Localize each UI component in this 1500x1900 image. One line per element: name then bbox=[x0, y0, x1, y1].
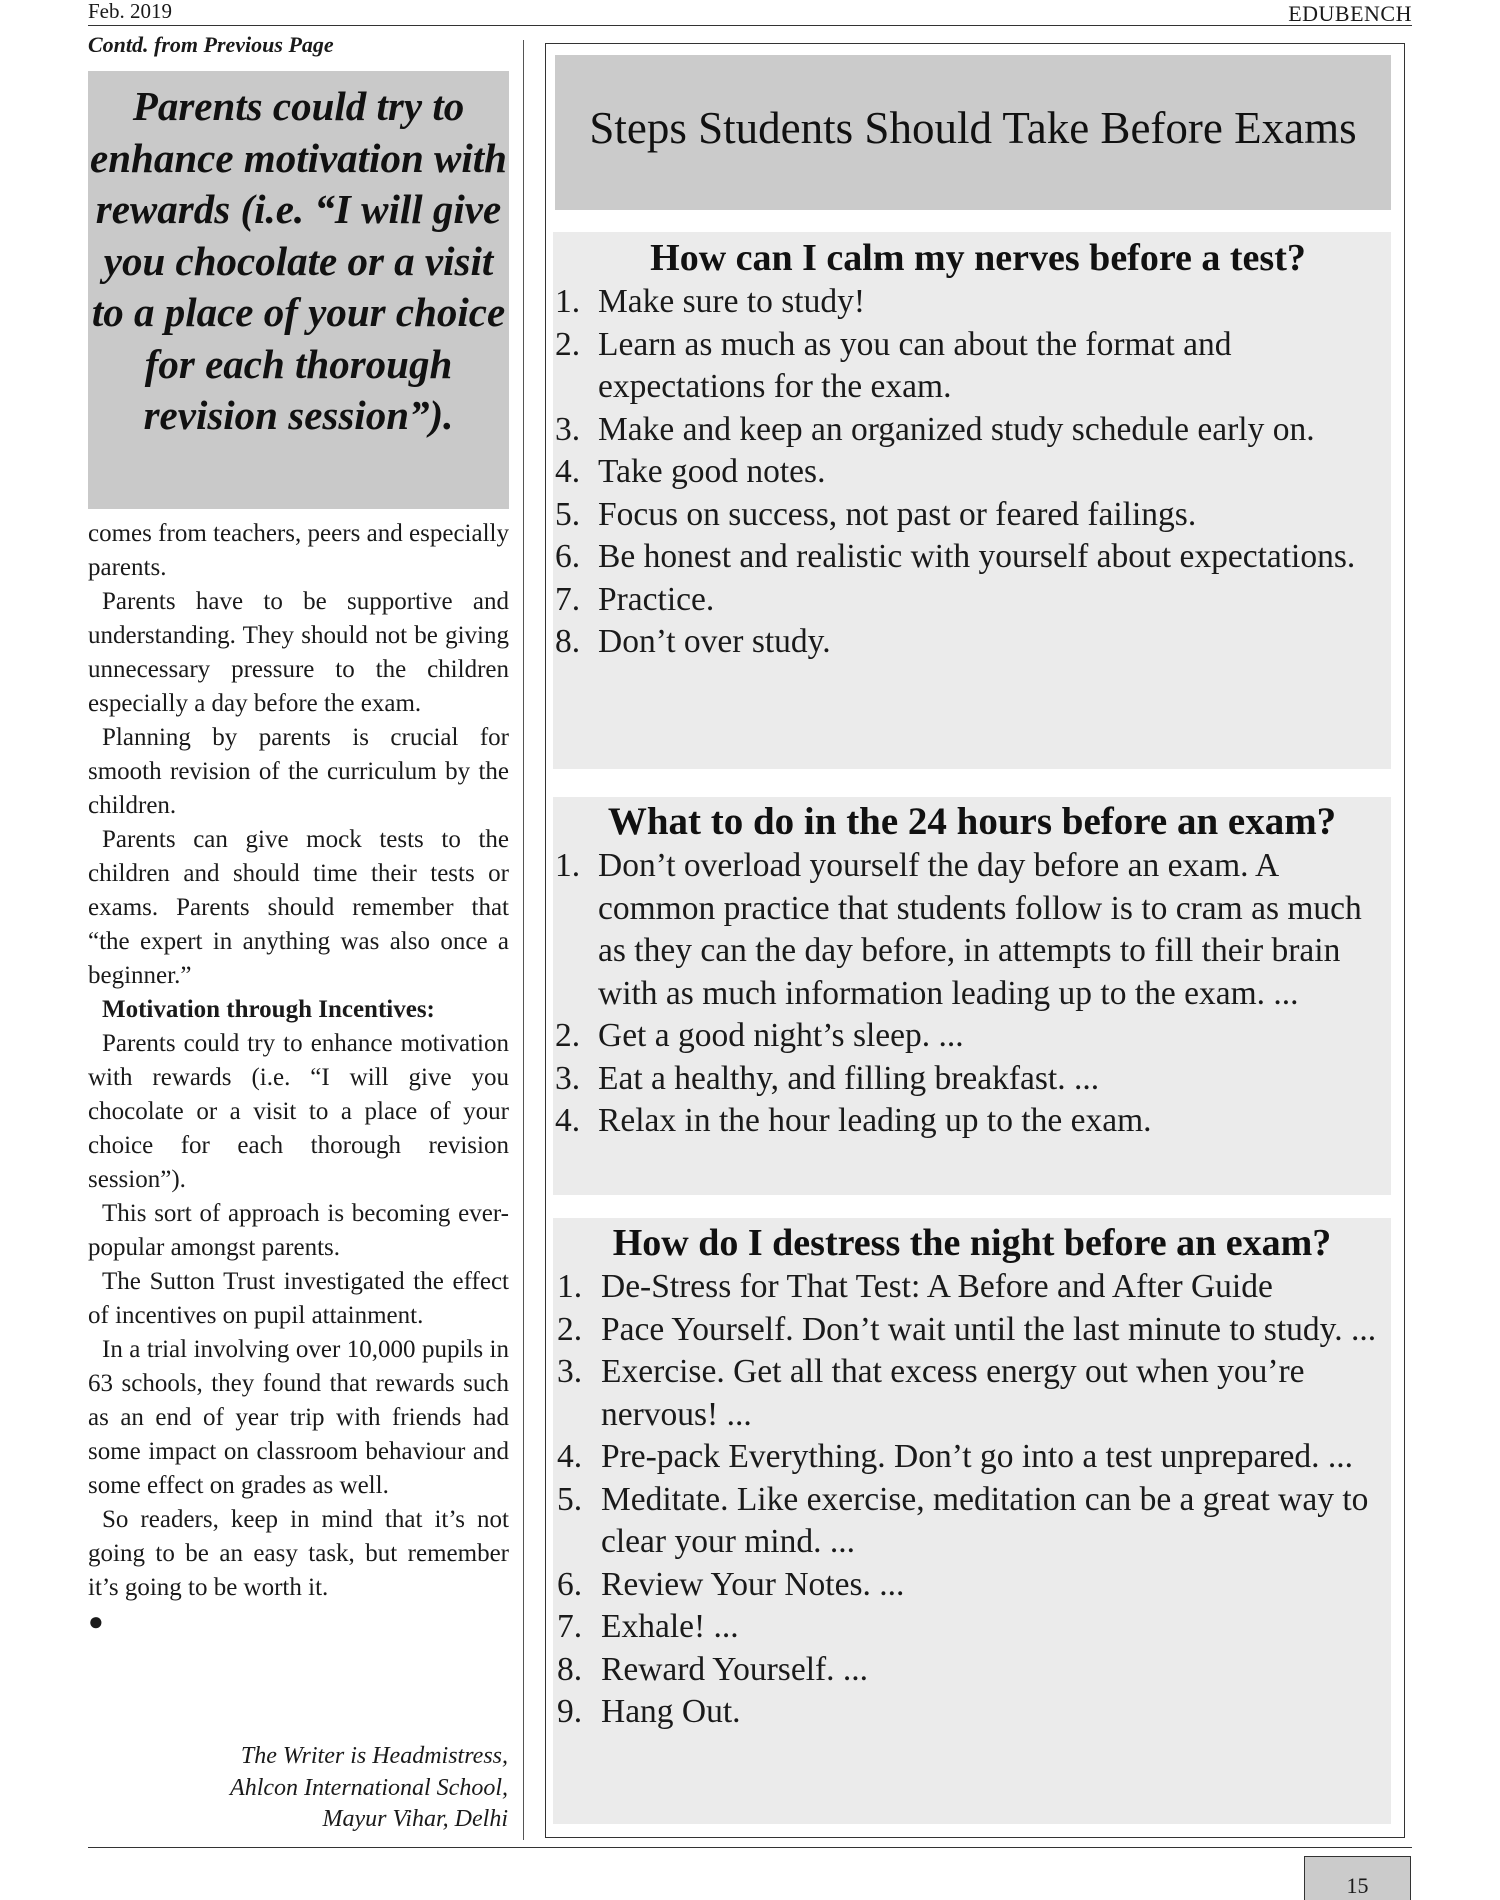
section-heading: What to do in the 24 hours before an exam? bbox=[607, 800, 1337, 843]
section-heading: How do I destress the night before an exam? bbox=[612, 1222, 1332, 1264]
column-divider bbox=[523, 40, 524, 1840]
item-number: 5. bbox=[557, 1480, 583, 1518]
tips-list bbox=[553, 281, 1391, 664]
paragraph: comes from teachers, peers and especially parents. bbox=[88, 520, 509, 581]
list-item bbox=[553, 845, 1391, 1015]
list-item bbox=[553, 621, 1391, 664]
item-text: Review Your Notes. ... bbox=[601, 1565, 905, 1603]
list-item bbox=[553, 1691, 1391, 1734]
item-text: Make and keep an organized study schedule early on. bbox=[598, 410, 1315, 448]
pull-quote-box bbox=[88, 71, 509, 509]
list-item bbox=[553, 1564, 1391, 1607]
paragraph: So readers, keep in mind that it’s not going to be an easy task, but remember it’s going to be worth it. bbox=[88, 1506, 509, 1601]
list-item bbox=[553, 281, 1391, 324]
item-text: Make sure to study! bbox=[598, 283, 866, 320]
page-number: 15 bbox=[1304, 1856, 1411, 1900]
section-24-hours bbox=[553, 797, 1391, 1195]
paragraph: In a trial involving over 10,000 pupils in 63 schools, they found that rewards such as an end of year trip with friends had some impact on classroom behaviour and some effect on grades as well. bbox=[88, 1336, 509, 1499]
section-destress bbox=[553, 1218, 1391, 1824]
item-number: 7. bbox=[557, 1608, 583, 1645]
section-heading: How can I calm my nerves before a test? bbox=[650, 237, 1306, 279]
paragraph: Planning by parents is crucial for smooth revision of the curriculum by the children. bbox=[88, 724, 509, 819]
item-number: 6. bbox=[557, 1565, 583, 1603]
item-number: 2. bbox=[555, 1017, 581, 1054]
list-item bbox=[553, 1606, 1391, 1649]
item-text: Meditate. Like exercise, meditation can be a great way to clear your mind. ... bbox=[601, 1480, 1369, 1560]
item-number: 7. bbox=[555, 580, 581, 618]
item-text: Exhale! ... bbox=[601, 1608, 739, 1645]
list-item bbox=[553, 409, 1391, 452]
item-number: 1. bbox=[555, 283, 581, 320]
article-body bbox=[88, 517, 509, 1639]
paragraph: This sort of approach is becoming ever-popular amongst parents. bbox=[88, 1200, 509, 1261]
subheading: Motivation through Incentives: bbox=[102, 996, 435, 1023]
list-item bbox=[553, 1015, 1391, 1058]
tips-list bbox=[553, 845, 1391, 1143]
pull-quote-text: Parents could try to enhance motivation with rewards (i.e. “I will give you chocolate or a visit to a place of your choice for each thorough revision session”). bbox=[90, 83, 507, 438]
list-item bbox=[553, 1266, 1391, 1309]
paragraph: Parents could try to enhance motivation with rewards (i.e. “I will give you chocolate or a visit to a place of your choice for each thorough revision session”). bbox=[88, 1030, 509, 1193]
item-number: 3. bbox=[555, 1059, 581, 1097]
item-text: Relax in the hour leading up to the exam. bbox=[598, 1102, 1152, 1139]
header-rule bbox=[88, 25, 1412, 26]
item-number: 8. bbox=[555, 623, 581, 660]
list-item bbox=[553, 1649, 1391, 1692]
tips-list bbox=[553, 1266, 1391, 1734]
item-number: 9. bbox=[557, 1693, 583, 1730]
list-item bbox=[553, 536, 1391, 579]
item-number: 2. bbox=[557, 1310, 583, 1348]
credit-line: Ahlcon International School, bbox=[230, 1774, 508, 1801]
list-item bbox=[553, 451, 1391, 494]
item-number: 5. bbox=[555, 495, 581, 533]
paragraph: The Sutton Trust investigated the effect of incentives on pupil attainment. bbox=[88, 1268, 509, 1329]
item-number: 1. bbox=[557, 1268, 583, 1305]
item-text: Reward Yourself. ... bbox=[601, 1650, 869, 1688]
item-number: 8. bbox=[557, 1650, 583, 1688]
item-number: 4. bbox=[555, 453, 581, 490]
list-item bbox=[553, 1309, 1391, 1352]
item-text: De-Stress for That Test: A Before and After Guide bbox=[601, 1268, 1273, 1305]
section-calm-nerves bbox=[553, 232, 1391, 769]
list-item bbox=[553, 579, 1391, 622]
paragraph: Parents can give mock tests to the children and should time their tests or exams. Parents should remember that “the expert in anything was also once a beginner.” bbox=[88, 826, 509, 989]
item-text: Pre-pack Everything. Don’t go into a test unprepared. ... bbox=[601, 1438, 1353, 1475]
item-number: 3. bbox=[557, 1353, 583, 1390]
item-number: 4. bbox=[557, 1438, 583, 1475]
list-item bbox=[553, 1479, 1391, 1564]
publication-name: EDUBENCH bbox=[1288, 1, 1412, 26]
list-item bbox=[553, 1351, 1391, 1436]
item-text: Eat a healthy, and filling breakfast. ... bbox=[598, 1059, 1100, 1097]
item-number: 1. bbox=[555, 847, 581, 884]
list-item bbox=[553, 1100, 1391, 1143]
item-text: Be honest and realistic with yourself about expectations. bbox=[598, 538, 1356, 575]
issue-date: Feb. 2019 bbox=[88, 0, 172, 23]
footer-rule bbox=[88, 1847, 1412, 1848]
item-text: Practice. bbox=[598, 580, 715, 618]
list-item bbox=[553, 494, 1391, 537]
item-number: 2. bbox=[555, 325, 581, 363]
end-mark: ● bbox=[88, 1607, 104, 1636]
credit-line: The Writer is Headmistress, bbox=[240, 1743, 508, 1769]
item-text: Pace Yourself. Don’t wait until the last minute to study. ... bbox=[601, 1310, 1377, 1348]
item-text: Learn as much as you can about the format and expectations for the exam. bbox=[598, 325, 1232, 405]
continued-note: Contd. from Previous Page bbox=[88, 32, 334, 57]
item-number: 4. bbox=[555, 1102, 581, 1139]
credit-line: Mayur Vihar, Delhi bbox=[322, 1806, 508, 1832]
sidebar-title: Steps Students Should Take Before Exams bbox=[589, 103, 1357, 153]
item-number: 3. bbox=[555, 410, 581, 448]
item-text: Exercise. Get all that excess energy out when you’re nervous! ... bbox=[601, 1353, 1305, 1433]
list-item bbox=[553, 1436, 1391, 1479]
item-text: Get a good night’s sleep. ... bbox=[598, 1017, 964, 1054]
item-text: Take good notes. bbox=[598, 453, 826, 490]
item-text: Don’t overload yourself the day before an exam. A common practice that students follow is to cram as much as they can the day before, in attempts to fill their brain with as much information leading up to the exam. ... bbox=[598, 847, 1362, 1012]
author-credit bbox=[108, 1741, 508, 1836]
item-text: Hang Out. bbox=[601, 1693, 741, 1730]
list-item bbox=[553, 1058, 1391, 1101]
item-text: Don’t over study. bbox=[598, 623, 831, 660]
sidebar-title-box bbox=[555, 55, 1391, 210]
paragraph: Parents have to be supportive and understanding. They should not be giving unnecessary pressure to the children especially a day before the exam. bbox=[88, 588, 509, 717]
item-number: 6. bbox=[555, 538, 581, 575]
list-item bbox=[553, 324, 1391, 409]
item-text: Focus on success, not past or feared failings. bbox=[598, 495, 1197, 533]
